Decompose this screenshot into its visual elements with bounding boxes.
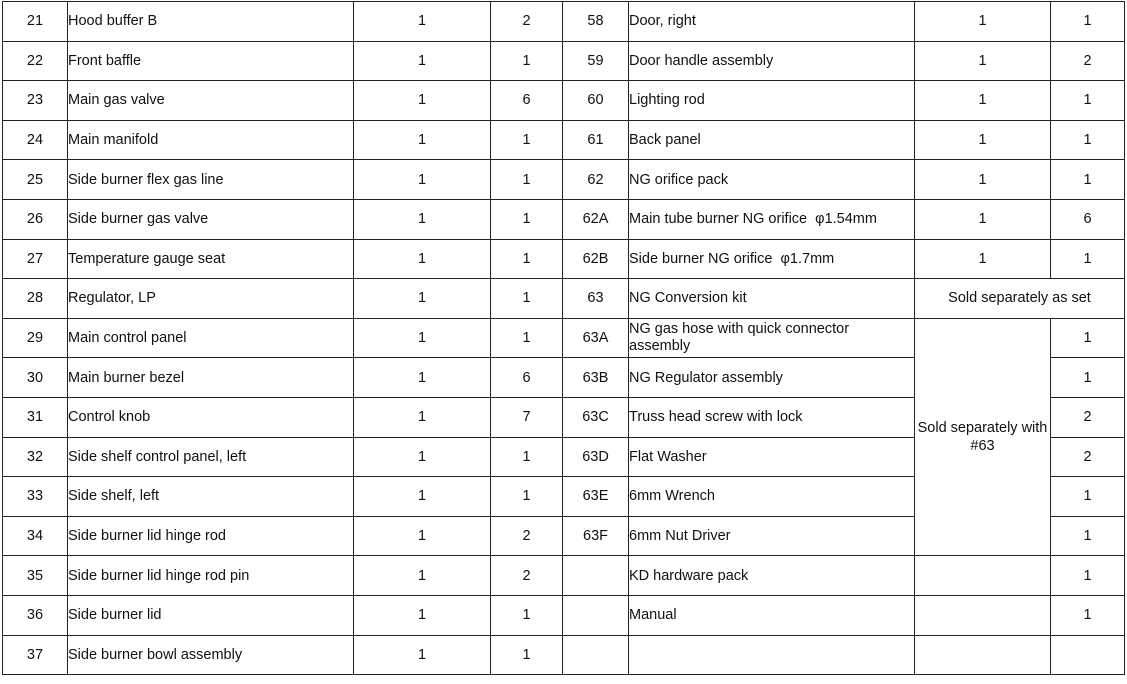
part-description: Back panel: [629, 120, 915, 160]
quantity-per-unit: 1: [915, 120, 1051, 160]
quantity-total: 6: [491, 81, 563, 121]
part-number: 63: [563, 279, 629, 319]
part-number: [563, 635, 629, 675]
part-description: NG orifice pack: [629, 160, 915, 200]
part-description: Front baffle: [68, 41, 354, 81]
part-number: [563, 595, 629, 635]
quantity-total: 1: [1051, 160, 1125, 200]
part-number: 28: [3, 279, 68, 319]
part-description: Side burner flex gas line: [68, 160, 354, 200]
part-number: 34: [3, 516, 68, 556]
part-description: Side burner bowl assembly: [68, 635, 354, 675]
quantity-total: 1: [491, 595, 563, 635]
quantity-total: 1: [491, 41, 563, 81]
quantity-per-unit: 1: [354, 358, 491, 398]
part-number: 62B: [563, 239, 629, 279]
table-row: [3, 556, 1125, 596]
part-number: 22: [3, 41, 68, 81]
quantity-per-unit: 1: [354, 2, 491, 42]
quantity-per-unit: 1: [915, 199, 1051, 239]
table-row: [3, 239, 1125, 279]
quantity-total: 6: [1051, 199, 1125, 239]
quantity-per-unit: 1: [354, 635, 491, 675]
quantity-total: 1: [491, 437, 563, 477]
part-description: Main manifold: [68, 120, 354, 160]
table-row: [3, 41, 1125, 81]
quantity-total: 1: [491, 199, 563, 239]
quantity-per-unit: 1: [354, 595, 491, 635]
quantity-total: 1: [1051, 81, 1125, 121]
table-row: [3, 318, 1125, 358]
part-description: Side burner NG orifice φ1.7mm: [629, 239, 915, 279]
table-row: [3, 279, 1125, 319]
part-number: 63D: [563, 437, 629, 477]
part-description: Truss head screw with lock: [629, 397, 915, 437]
part-description: Side burner lid: [68, 595, 354, 635]
quantity-total: 1: [491, 635, 563, 675]
quantity-per-unit: 1: [354, 41, 491, 81]
quantity-total: 1: [1051, 556, 1125, 596]
part-description: Main tube burner NG orifice φ1.54mm: [629, 199, 915, 239]
quantity-per-unit: [915, 556, 1051, 596]
quantity-total: 1: [491, 239, 563, 279]
quantity-total: 2: [1051, 397, 1125, 437]
quantity-total: 2: [1051, 41, 1125, 81]
part-number: 26: [3, 199, 68, 239]
quantity-per-unit: [915, 595, 1051, 635]
part-number: 27: [3, 239, 68, 279]
part-description: 6mm Wrench: [629, 477, 915, 517]
part-number: 21: [3, 2, 68, 42]
part-number: 29: [3, 318, 68, 358]
table-row: [3, 635, 1125, 675]
part-number: 62: [563, 160, 629, 200]
quantity-total: 1: [1051, 120, 1125, 160]
part-description: NG Conversion kit: [629, 279, 915, 319]
quantity-per-unit: 1: [354, 516, 491, 556]
part-number: 63B: [563, 358, 629, 398]
table-row: [3, 81, 1125, 121]
quantity-per-unit: 1: [354, 437, 491, 477]
part-description: Door handle assembly: [629, 41, 915, 81]
part-number: 25: [3, 160, 68, 200]
quantity-total: 2: [1051, 437, 1125, 477]
part-number: 63F: [563, 516, 629, 556]
quantity-total: 1: [491, 477, 563, 517]
quantity-per-unit: 1: [915, 81, 1051, 121]
sold-separately-set-note: Sold separately as set: [915, 279, 1125, 319]
table-row: [3, 199, 1125, 239]
part-number: 32: [3, 437, 68, 477]
part-description: KD hardware pack: [629, 556, 915, 596]
quantity-total: 6: [491, 358, 563, 398]
quantity-total: 2: [491, 556, 563, 596]
part-description: Manual: [629, 595, 915, 635]
part-number: 36: [3, 595, 68, 635]
sold-separately-with-kit-note: Sold separately with #63: [915, 318, 1051, 556]
quantity-total: 1: [491, 160, 563, 200]
part-description: Main burner bezel: [68, 358, 354, 398]
table-row: [3, 595, 1125, 635]
parts-list-table: [2, 1, 1125, 675]
table-row: [3, 2, 1125, 42]
part-description: [629, 635, 915, 675]
part-description: NG gas hose with quick connector assembly: [629, 318, 915, 358]
part-number: 33: [3, 477, 68, 517]
part-number: 59: [563, 41, 629, 81]
quantity-per-unit: 1: [354, 279, 491, 319]
quantity-per-unit: [915, 635, 1051, 675]
part-number: 63E: [563, 477, 629, 517]
table-row: [3, 120, 1125, 160]
part-number: 30: [3, 358, 68, 398]
part-description: Side burner lid hinge rod: [68, 516, 354, 556]
part-description: Side shelf control panel, left: [68, 437, 354, 477]
part-description: Main control panel: [68, 318, 354, 358]
quantity-total: 2: [491, 2, 563, 42]
part-description: 6mm Nut Driver: [629, 516, 915, 556]
part-description: Control knob: [68, 397, 354, 437]
quantity-total: 1: [1051, 358, 1125, 398]
quantity-total: 1: [1051, 595, 1125, 635]
quantity-per-unit: 1: [915, 2, 1051, 42]
quantity-total: 1: [1051, 477, 1125, 517]
quantity-per-unit: 1: [915, 41, 1051, 81]
quantity-per-unit: 1: [354, 556, 491, 596]
quantity-per-unit: 1: [915, 239, 1051, 279]
part-description: Lighting rod: [629, 81, 915, 121]
part-description: Main gas valve: [68, 81, 354, 121]
part-description: Side shelf, left: [68, 477, 354, 517]
quantity-total: 1: [491, 279, 563, 319]
quantity-total: 1: [491, 120, 563, 160]
part-number: 60: [563, 81, 629, 121]
quantity-per-unit: 1: [354, 160, 491, 200]
part-number: 58: [563, 2, 629, 42]
quantity-total: [1051, 635, 1125, 675]
quantity-total: 1: [1051, 2, 1125, 42]
part-number: 24: [3, 120, 68, 160]
quantity-total: 2: [491, 516, 563, 556]
part-number: 62A: [563, 199, 629, 239]
quantity-per-unit: 1: [354, 477, 491, 517]
quantity-per-unit: 1: [354, 239, 491, 279]
part-number: 63A: [563, 318, 629, 358]
quantity-total: 1: [491, 318, 563, 358]
part-description: Temperature gauge seat: [68, 239, 354, 279]
part-description: NG Regulator assembly: [629, 358, 915, 398]
quantity-per-unit: 1: [354, 81, 491, 121]
quantity-per-unit: 1: [915, 160, 1051, 200]
part-description: Side burner gas valve: [68, 199, 354, 239]
part-description: Flat Washer: [629, 437, 915, 477]
part-description: Regulator, LP: [68, 279, 354, 319]
quantity-total: 1: [1051, 318, 1125, 358]
part-description: Hood buffer B: [68, 2, 354, 42]
part-number: 31: [3, 397, 68, 437]
quantity-per-unit: 1: [354, 318, 491, 358]
part-description: Side burner lid hinge rod pin: [68, 556, 354, 596]
part-number: 23: [3, 81, 68, 121]
part-number: [563, 556, 629, 596]
quantity-total: 1: [1051, 516, 1125, 556]
quantity-per-unit: 1: [354, 199, 491, 239]
quantity-total: 7: [491, 397, 563, 437]
quantity-total: 1: [1051, 239, 1125, 279]
quantity-per-unit: 1: [354, 120, 491, 160]
part-number: 61: [563, 120, 629, 160]
part-number: 37: [3, 635, 68, 675]
part-number: 63C: [563, 397, 629, 437]
table-row: [3, 160, 1125, 200]
part-number: 35: [3, 556, 68, 596]
part-description: Door, right: [629, 2, 915, 42]
parts-list-body: [3, 2, 1125, 675]
quantity-per-unit: 1: [354, 397, 491, 437]
